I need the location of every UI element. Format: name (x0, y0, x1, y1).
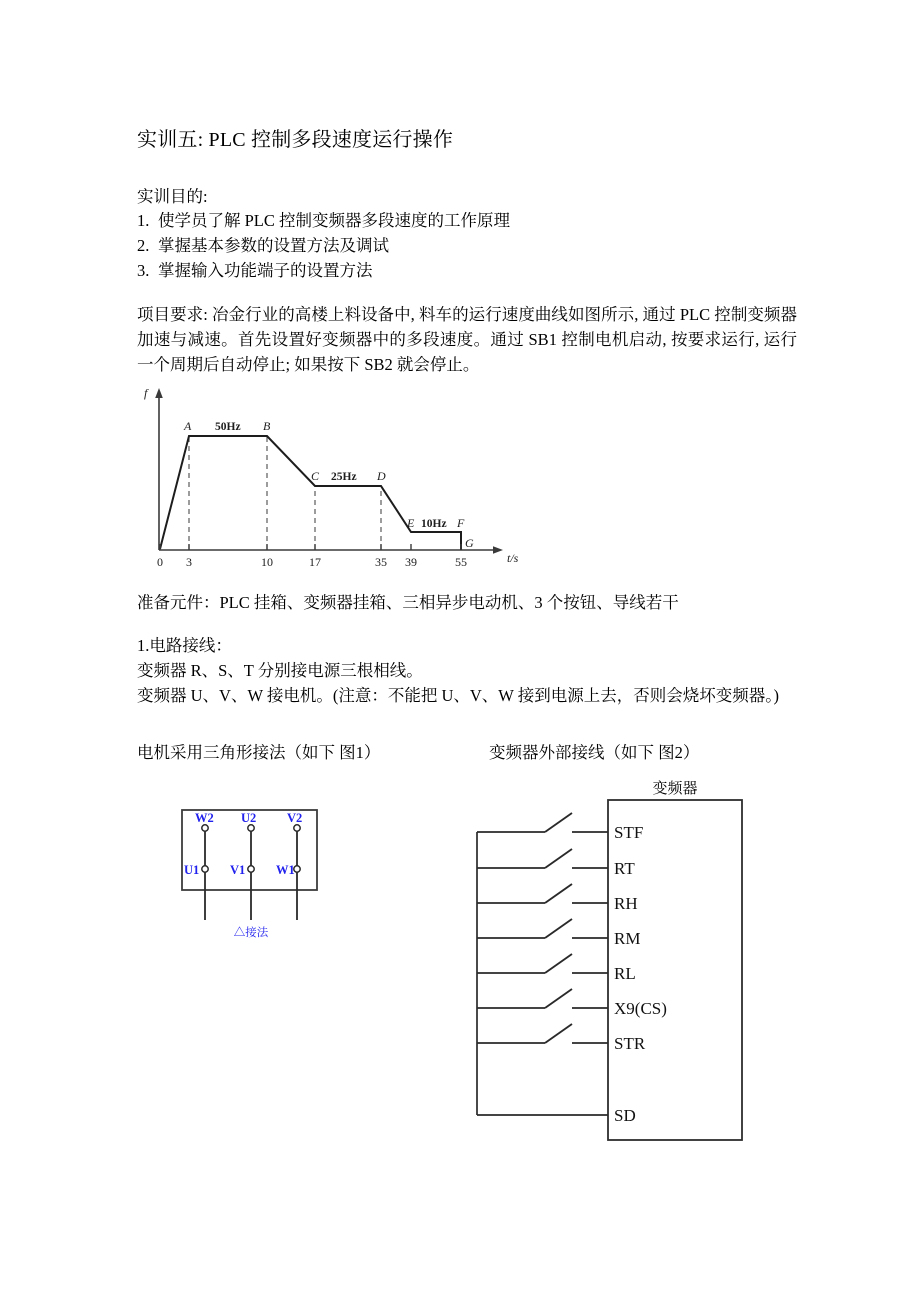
top-terminal-dots (202, 825, 300, 831)
chart-point-label-g: G (465, 536, 474, 550)
chart-dashed-guides (189, 436, 381, 550)
terminal-label-u1: U1 (184, 863, 200, 877)
list-item (137, 233, 510, 258)
terminal-label-v1: V1 (230, 863, 246, 877)
terminal-row-str (477, 1024, 646, 1053)
inverter-terminal-label-sd: SD (614, 1106, 636, 1125)
list-item (137, 258, 510, 283)
chart-point-label-d: D (377, 469, 386, 483)
requirement-paragraph: 项目要求: 冶金行业的高楼上料设备中, 料车的运行速度曲线如图所示, 通过 PLC 控制变频器加速与减速。首先设置好变频器中的多段速度。通过 SB1 控制电机启动, 按要求运行, 运行一个周期后自动停止; 如果按下 SB2 就会停止。 (137, 305, 797, 374)
inverter-terminal-label-rm: RM (614, 929, 641, 948)
chart-x-tick-55: 55 (455, 555, 467, 569)
chart-x-tick-0: 0 (157, 555, 163, 569)
wiring-line-uvw: 变频器 U、V、W 接电机。(注意：不能把 U、V、W 接到电源上去，否则会烧坏变频器。) (137, 686, 779, 705)
chart-x-tick-17: 17 (309, 555, 321, 569)
chart-y-axis-label: f (144, 386, 148, 400)
inverter-terminal-label-str: STR (614, 1034, 646, 1053)
terminal-row-rh (477, 884, 638, 913)
bottom-terminal-labels (184, 863, 295, 877)
list-item-text: 使学员了解 PLC 控制变频器多段速度的工作原理 (158, 211, 511, 230)
top-terminal-labels (195, 811, 302, 825)
inverter-terminal-label-rt: RT (614, 859, 635, 878)
figure-caption-row (137, 740, 817, 765)
purpose-heading: 实训目的: (137, 187, 208, 206)
chart-point-label-f: F (457, 516, 465, 530)
list-item-number: 1. (137, 211, 150, 230)
chart-x-axis-label: t/s (507, 551, 519, 565)
terminal-row-sd (614, 1106, 636, 1125)
terminal-label-v2: V2 (287, 811, 303, 825)
inverter-terminal-label-stf: STF (614, 823, 644, 842)
inverter-terminal-label-rl: RL (614, 964, 636, 983)
chart-x-tick-3: 3 (186, 555, 192, 569)
chart-x-tick-39: 39 (405, 555, 417, 569)
terminal-label-w2: W2 (195, 811, 214, 825)
chart-point-label-e: E (407, 516, 415, 530)
motor-delta-connection-diagram (170, 798, 340, 943)
chart-plateau-label-50hz: 50Hz (215, 421, 241, 433)
chart-x-ticks (157, 544, 467, 569)
terminal-label-w1: W1 (276, 863, 295, 877)
list-item-number: 2. (137, 236, 150, 255)
wiring-heading: 1.电路接线： (137, 636, 232, 655)
terminal-row-rt (477, 849, 635, 878)
chart-point-labels (183, 419, 474, 550)
list-item-text: 掌握基本参数的设置方法及调试 (158, 236, 389, 255)
terminal-row-stf (477, 813, 643, 842)
terminal-row-rl (477, 954, 636, 983)
wiring-line-rst: 变频器 R、S、T 分别接电源三根相线。 (137, 661, 423, 680)
chart-y-axis (144, 386, 163, 550)
figure-caption-left: 电机采用三角形接法（如下 图1） (137, 743, 381, 762)
delta-connection-caption: △接法 (233, 927, 269, 939)
inverter-terminal-label-rh: RH (614, 894, 638, 913)
chart-point-label-a: A (184, 419, 192, 433)
parts-list-line: 准备元件：PLC 挂箱、变频器挂箱、三相异步电动机、3 个按钮、导线若干 (137, 593, 679, 612)
terminal-row-rm (477, 919, 640, 948)
speed-curve-chart (137, 382, 677, 572)
chart-curve (160, 436, 461, 550)
inverter-title: 变频器 (652, 780, 698, 797)
page-title: 实训五: PLC 控制多段速度运行操作 (137, 129, 454, 151)
chart-plateau-labels (215, 421, 447, 530)
inverter-wiring-diagram (455, 775, 775, 1145)
list-item (137, 208, 510, 233)
terminal-row-x9cs (477, 989, 667, 1018)
chart-point-label-b: B (263, 419, 271, 433)
chart-point-label-c: C (311, 469, 320, 483)
terminal-label-u2: U2 (241, 811, 257, 825)
chart-x-tick-10: 10 (261, 555, 273, 569)
chart-plateau-label-25hz: 25Hz (331, 471, 357, 483)
purpose-list (137, 208, 510, 283)
chart-plateau-label-10hz: 10Hz (421, 518, 447, 530)
list-item-number: 3. (137, 261, 150, 280)
inverter-terminal-label-x9cs: X9(CS) (614, 999, 667, 1018)
list-item-text: 掌握输入功能端子的设置方法 (158, 261, 373, 280)
chart-x-tick-35: 35 (375, 555, 387, 569)
figure-caption-right: 变频器外部接线（如下 图2） (489, 743, 700, 762)
